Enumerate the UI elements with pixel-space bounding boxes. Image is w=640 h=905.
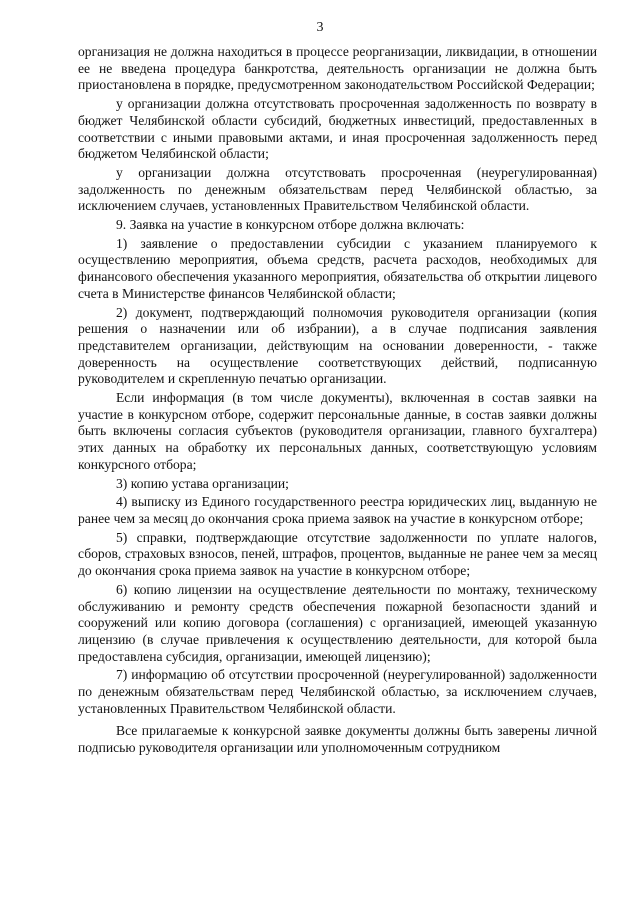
paragraph-unsettled-debt: у организации должна отсутствовать просроченная (неурегулированная) задолженность по денежным обязательствам перед Челябинской областью, за исключением случаев, установленных Правительством Челябинской области. [78,164,597,214]
paragraph-item-4: 4) выписку из Единого государственного реестра юридических лиц, выданную не ранее чем за месяц до окончания срока приема заявок на участие в конкурсном отборе; [78,494,597,526]
document-body [78,44,597,757]
paragraph-certification: Все прилагаемые к конкурсной заявке документы должны быть заверены личной подписью руководителя организации или уполномоченным сотрудником [78,723,597,756]
paragraph-item-5: 5) справки, подтверждающие отсутствие задолженности по уплате налогов, сборов, страховых взносов, пеней, штрафов, процентов, выданные не ранее чем за месяц до окончания срока приема заявок на участие в конкурсном отборе; [78,529,597,579]
paragraph-application-contents: 9. Заявка на участие в конкурсном отборе должна включать: [116,217,465,233]
paragraph-item-3: 3) копию устава организации; [116,475,289,491]
paragraph-reorganization: организация не должна находиться в процессе реорганизации, ликвидации, в отношении ее не введена процедура банкротства, деятельность организации не должна быть приостановлена в порядке, предусмотренном законодательством Российской Федерации; [78,44,597,93]
paragraph-item-7: 7) информацию об отсутствии просроченной (неурегулированной) задолженности по денежным обязательствам перед Челябинской областью, за исключением случаев, установленных Правительством Челябинской области. [78,667,597,716]
paragraph-item-1: 1) заявление о предоставлении субсидии с указанием планируемого к осуществлению мероприятия, объема средств, расчета расходов, необходимых для финансового обеспечения указанного мероприятия, обязательства об открытии лицевого счета в Министерстве финансов Челябинской области; [78,235,597,301]
paragraph-item-2: 2) документ, подтверждающий полномочия руководителя организации (копия решения о назначении или об избрании), а в случае подписания заявления представителем организации, действующим на основании доверенности, - также доверенность на осуществление соответствующих действий, подписанную руководителем и скрепленную печатью организации. [78,304,597,387]
page-number: 3 [316,20,324,35]
paragraph-budget-debt: у организации должна отсутствовать просроченная задолженность по возврату в бюджет Челябинской области субсидий, бюджетных инвестиций, предоставленных в соответствии с иными правовыми актами, и иная просроченная задолженность перед бюджетом Челябинской области; [78,96,597,162]
paragraph-personal-data: Если информация (в том числе документы), включенная в состав заявки на участие в конкурсном отборе, содержит персональные данные, в состав заявки должны быть включены согласия субъектов (руководителя организации, главного бухгалтера) этих данных на обработку их персональных данных, соответствующую условиям конкурсного отбора; [78,390,597,472]
paragraph-item-6: 6) копию лицензии на осуществление деятельности по монтажу, техническому обслуживанию и ремонту средств обеспечения пожарной безопасности зданий и сооружений или копию договора (соглашения) с организацией, имеющей указанную лицензию (в случае привлечения к осуществлению деятельности, для которой была предоставлена субсидия, организации, имеющей лицензию); [78,581,597,664]
